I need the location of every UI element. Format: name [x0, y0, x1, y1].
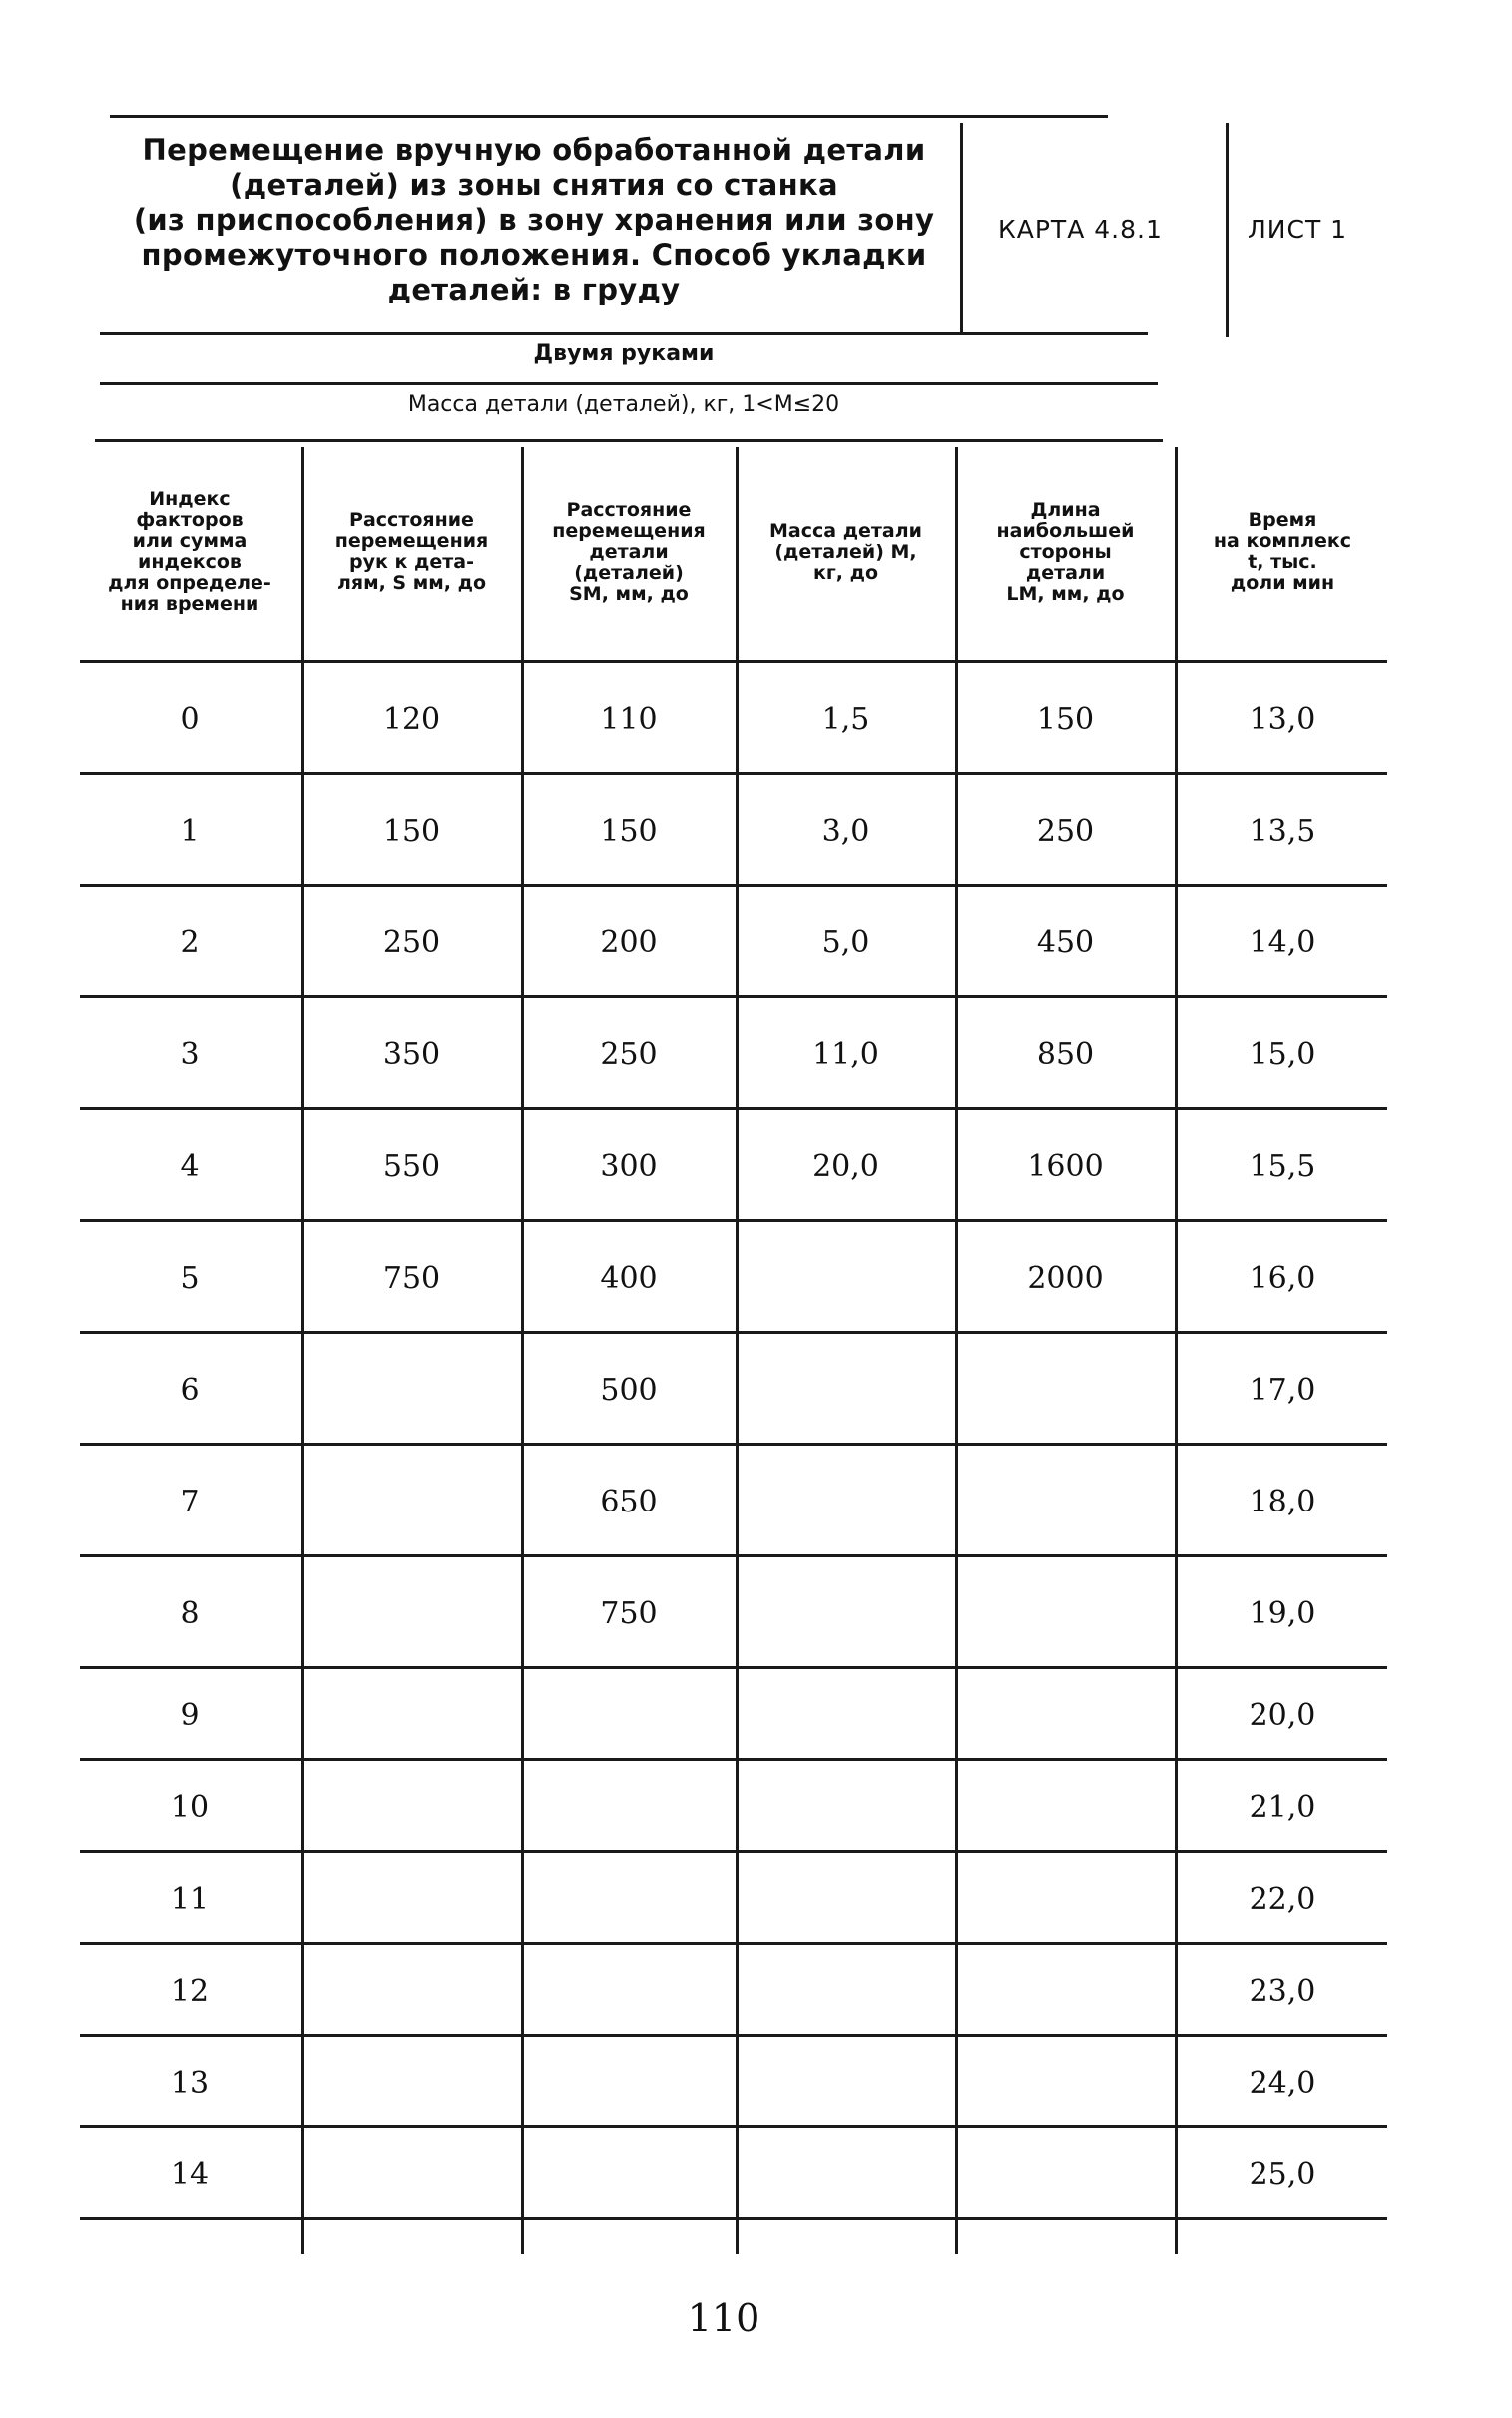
cell-part-length [958, 1334, 1173, 1446]
cell-part-mass [739, 1945, 953, 2037]
cell-hand-distance [304, 1945, 519, 2037]
cell-part-length [958, 1446, 1173, 1557]
subhead-rule [100, 382, 1158, 385]
cell-part-mass [739, 2128, 953, 2220]
cell-part-distance: 110 [600, 701, 658, 737]
cell-part-distance [524, 1853, 734, 1945]
table-row [80, 998, 1387, 1110]
cell-index: 1 [180, 813, 200, 849]
cell-part-distance [524, 1945, 734, 2037]
cell-time: 14,0 [1249, 924, 1316, 960]
card-title [110, 133, 958, 307]
cell-index: 5 [180, 1260, 200, 1296]
cell-hand-distance: 250 [382, 924, 441, 960]
cell-part-length [958, 1853, 1173, 1945]
card-number: КАРТА 4.8.1 [998, 215, 1163, 244]
cell-index: 13 [170, 2065, 210, 2101]
cell-hand-distance: 120 [382, 701, 441, 737]
cell-part-distance: 400 [600, 1260, 658, 1296]
cell-hand-distance [304, 1557, 519, 1669]
cell-part-length: 450 [1036, 924, 1095, 960]
table-row [80, 775, 1387, 887]
cell-index: 7 [180, 1484, 200, 1519]
cell-part-distance: 750 [600, 1595, 658, 1631]
cell-part-length: 150 [1036, 701, 1095, 737]
header-top-rule [110, 115, 1108, 118]
header-divider [960, 123, 963, 334]
cell-part-distance: 300 [600, 1148, 658, 1184]
column-header-part-length: Длина наибольшей стороны детали LM, мм, до [996, 498, 1135, 605]
cell-time: 15,5 [1249, 1148, 1316, 1184]
cell-part-length [958, 2037, 1173, 2128]
cell-part-distance: 650 [600, 1484, 658, 1519]
cell-part-length [958, 1557, 1173, 1669]
cell-time: 20,0 [1249, 1697, 1316, 1733]
cell-part-length: 850 [1036, 1036, 1095, 1072]
cell-hand-distance [304, 1761, 519, 1853]
cell-part-distance: 150 [600, 813, 658, 849]
cell-index: 12 [170, 1973, 210, 2009]
cell-time: 18,0 [1249, 1484, 1316, 1519]
cell-part-length [958, 1761, 1173, 1853]
table-row [80, 2128, 1387, 2220]
cell-hand-distance [304, 1334, 519, 1446]
cell-part-distance: 200 [600, 924, 658, 960]
norms-table [80, 447, 1387, 2274]
cell-index: 10 [170, 1789, 210, 1825]
subhead-rule [95, 439, 1163, 442]
cell-index: 11 [170, 1881, 210, 1917]
header-divider [1226, 123, 1229, 337]
cell-index: 2 [180, 924, 200, 960]
table-row [80, 1945, 1387, 2037]
table-row [80, 1222, 1387, 1334]
cell-part-distance [524, 1761, 734, 1853]
column-header-time: Время на комплекс t, тыс. доли мин [1213, 509, 1352, 594]
cell-part-mass [739, 1222, 953, 1334]
cell-part-mass [739, 1853, 953, 1945]
cell-index: 9 [180, 1697, 200, 1733]
title-line: Перемещение вручную обработанной детали [142, 133, 926, 167]
table-row [80, 887, 1387, 998]
column-header-hand-distance: Расстояние перемещения рук к дета- лям, S мм, до [334, 509, 489, 594]
cell-part-mass [739, 1669, 953, 1761]
cell-part-mass [739, 2037, 953, 2128]
cell-part-mass [739, 1446, 953, 1557]
cell-time: 24,0 [1249, 2065, 1316, 2101]
table-row [80, 1334, 1387, 1446]
cell-part-length: 1600 [1027, 1148, 1104, 1184]
table-row [80, 1110, 1387, 1222]
cell-index: 4 [180, 1148, 200, 1184]
cell-time: 16,0 [1249, 1260, 1316, 1296]
cell-time: 25,0 [1249, 2156, 1316, 2192]
cell-part-mass: 3,0 [821, 813, 870, 849]
cell-time: 13,0 [1249, 701, 1316, 737]
cell-part-mass: 1,5 [821, 701, 870, 737]
cell-part-length [958, 1945, 1173, 2037]
title-line: (деталей) из зоны снятия со станка [230, 168, 838, 202]
table-row [80, 1557, 1387, 1669]
cell-time: 13,5 [1249, 813, 1316, 849]
cell-hand-distance: 750 [382, 1260, 441, 1296]
title-line: деталей: в груду [387, 273, 681, 306]
cell-part-distance [524, 2128, 734, 2220]
cell-index: 0 [180, 701, 200, 737]
cell-index: 3 [180, 1036, 200, 1072]
hands-subheading: Двумя руками [533, 341, 715, 366]
cell-index: 6 [180, 1372, 200, 1408]
cell-part-distance: 500 [600, 1372, 658, 1408]
table-row [80, 1446, 1387, 1557]
cell-part-distance [524, 1669, 734, 1761]
cell-part-length: 2000 [1027, 1260, 1104, 1296]
card-header [100, 115, 1382, 334]
table-row [80, 663, 1387, 775]
cell-hand-distance [304, 1669, 519, 1761]
cell-hand-distance: 150 [382, 813, 441, 849]
cell-time: 17,0 [1249, 1372, 1316, 1408]
cell-time: 19,0 [1249, 1595, 1316, 1631]
cell-time: 23,0 [1249, 1973, 1316, 2009]
cell-time: 21,0 [1249, 1789, 1316, 1825]
mass-range-subheading: Масса детали (деталей), кг, 1<M≤20 [407, 392, 840, 417]
column-header-index: Индекс факторов или сумма индексов для определе- ния времени [108, 488, 271, 615]
cell-part-distance [524, 2037, 734, 2128]
cell-hand-distance: 350 [382, 1036, 441, 1072]
table-row [80, 2037, 1387, 2128]
cell-hand-distance: 550 [382, 1148, 441, 1184]
cell-hand-distance [304, 1853, 519, 1945]
cell-part-mass: 20,0 [812, 1148, 879, 1184]
table-row [80, 1669, 1387, 1761]
row-rule [80, 2217, 1387, 2220]
cell-part-mass: 5,0 [821, 924, 870, 960]
cell-part-length [958, 1669, 1173, 1761]
header-bottom-rule [100, 332, 1148, 335]
table-row [80, 1761, 1387, 1853]
cell-time: 22,0 [1249, 1881, 1316, 1917]
column-header-part-distance: Расстояние перемещения детали (деталей) SM, мм, до [552, 498, 706, 605]
sheet-number: ЛИСТ 1 [1248, 215, 1348, 244]
cell-hand-distance [304, 2128, 519, 2220]
cell-part-mass [739, 1334, 953, 1446]
cell-index: 8 [180, 1595, 200, 1631]
cell-part-mass [739, 1557, 953, 1669]
cell-part-length: 250 [1036, 813, 1095, 849]
cell-part-mass [739, 1761, 953, 1853]
table-row [80, 1853, 1387, 1945]
cell-part-distance: 250 [600, 1036, 658, 1072]
page-number: 110 [687, 2296, 760, 2340]
cell-part-mass: 11,0 [812, 1036, 879, 1072]
cell-part-length [958, 2128, 1173, 2220]
cell-index: 14 [170, 2156, 210, 2192]
column-header-part-mass: Масса детали (деталей) M, кг, до [769, 519, 922, 584]
title-line: промежуточного положения. Способ укладки [141, 238, 927, 272]
cell-time: 15,0 [1249, 1036, 1316, 1072]
cell-hand-distance [304, 2037, 519, 2128]
cell-hand-distance [304, 1446, 519, 1557]
title-line: (из приспособления) в зону хранения или зону [133, 203, 935, 237]
